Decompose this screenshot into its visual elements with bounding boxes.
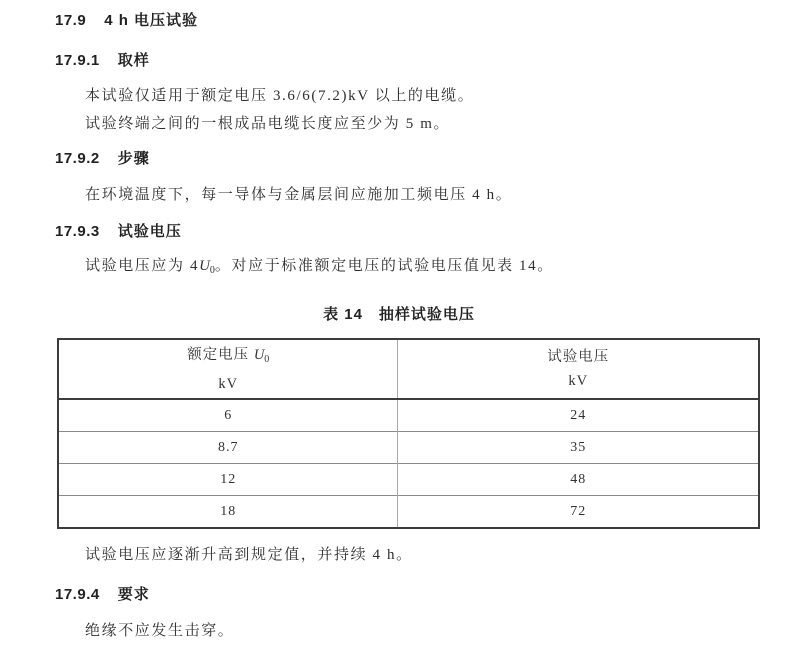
cell-test: 24 xyxy=(398,399,759,432)
cell-rated: 18 xyxy=(58,496,398,529)
header-text: 额定电压 xyxy=(187,346,254,363)
section-heading-17-9-1 xyxy=(55,51,150,71)
section-title: 4 h 电压试验 xyxy=(104,12,199,29)
table-row xyxy=(58,399,759,432)
cell-test: 48 xyxy=(398,464,759,496)
cell-test: 72 xyxy=(398,496,759,529)
paragraph-procedure xyxy=(85,181,512,209)
paragraph-line: 本试验仅适用于额定电压 3.6/6(7.2)kV 以上的电缆。 xyxy=(85,88,475,104)
section-title: 要求 xyxy=(117,586,150,603)
section-title: 取样 xyxy=(117,52,150,69)
cell-rated: 12 xyxy=(58,464,398,496)
header-line-title xyxy=(60,343,396,372)
section-number: 17.9.1 xyxy=(55,52,100,69)
table-row xyxy=(58,496,759,529)
header-line-unit: kV xyxy=(568,373,589,389)
table-caption xyxy=(0,305,798,325)
test-voltage-table xyxy=(57,338,760,529)
section-number: 17.9.2 xyxy=(55,150,100,167)
paragraph-sampling xyxy=(85,82,474,138)
voltage-subscript: 0 xyxy=(264,353,270,365)
cell-test: 35 xyxy=(398,432,759,464)
table-label: 表 14 xyxy=(323,306,363,323)
paragraph-text: 试验电压应为 4 xyxy=(85,258,200,274)
paragraph-text: 。对应于标准额定电压的试验电压值见表 14。 xyxy=(214,258,554,274)
header-test-voltage xyxy=(398,339,759,399)
header-rated-voltage xyxy=(58,339,398,399)
paragraph-test-voltage xyxy=(85,252,554,285)
cell-rated: 6 xyxy=(58,399,398,432)
section-heading-17-9 xyxy=(55,11,198,31)
section-heading-17-9-3 xyxy=(55,222,182,242)
section-number: 17.9.4 xyxy=(55,586,100,603)
paragraph-requirement xyxy=(85,617,234,645)
paragraph-line: 在环境温度下，每一导体与金属层间应施加工频电压 4 h。 xyxy=(85,187,513,203)
cell-rated: 8.7 xyxy=(58,432,398,464)
table-row xyxy=(58,464,759,496)
header-line-title: 试验电压 xyxy=(547,349,610,365)
table-header-row xyxy=(58,339,759,399)
table-row xyxy=(58,432,759,464)
header-line-unit: kV xyxy=(218,375,239,392)
voltage-symbol: U xyxy=(199,258,210,274)
table-title: 抽样试验电压 xyxy=(378,306,475,323)
section-number: 17.9.3 xyxy=(55,223,100,240)
paragraph-line: 试验终端之间的一根成品电缆长度应至少为 5 m。 xyxy=(85,116,451,132)
paragraph-line: 绝缘不应发生击穿。 xyxy=(85,623,235,639)
section-title: 步骤 xyxy=(117,150,150,167)
voltage-subscript: 0 xyxy=(209,265,215,276)
section-heading-17-9-4 xyxy=(55,585,150,605)
paragraph-raise-voltage xyxy=(85,541,413,569)
voltage-symbol: U xyxy=(253,346,265,363)
section-heading-17-9-2 xyxy=(55,149,150,169)
section-number: 17.9 xyxy=(55,12,87,29)
section-title: 试验电压 xyxy=(117,223,182,240)
paragraph-line: 试验电压应逐渐升高到规定值，并持续 4 h。 xyxy=(85,547,413,563)
